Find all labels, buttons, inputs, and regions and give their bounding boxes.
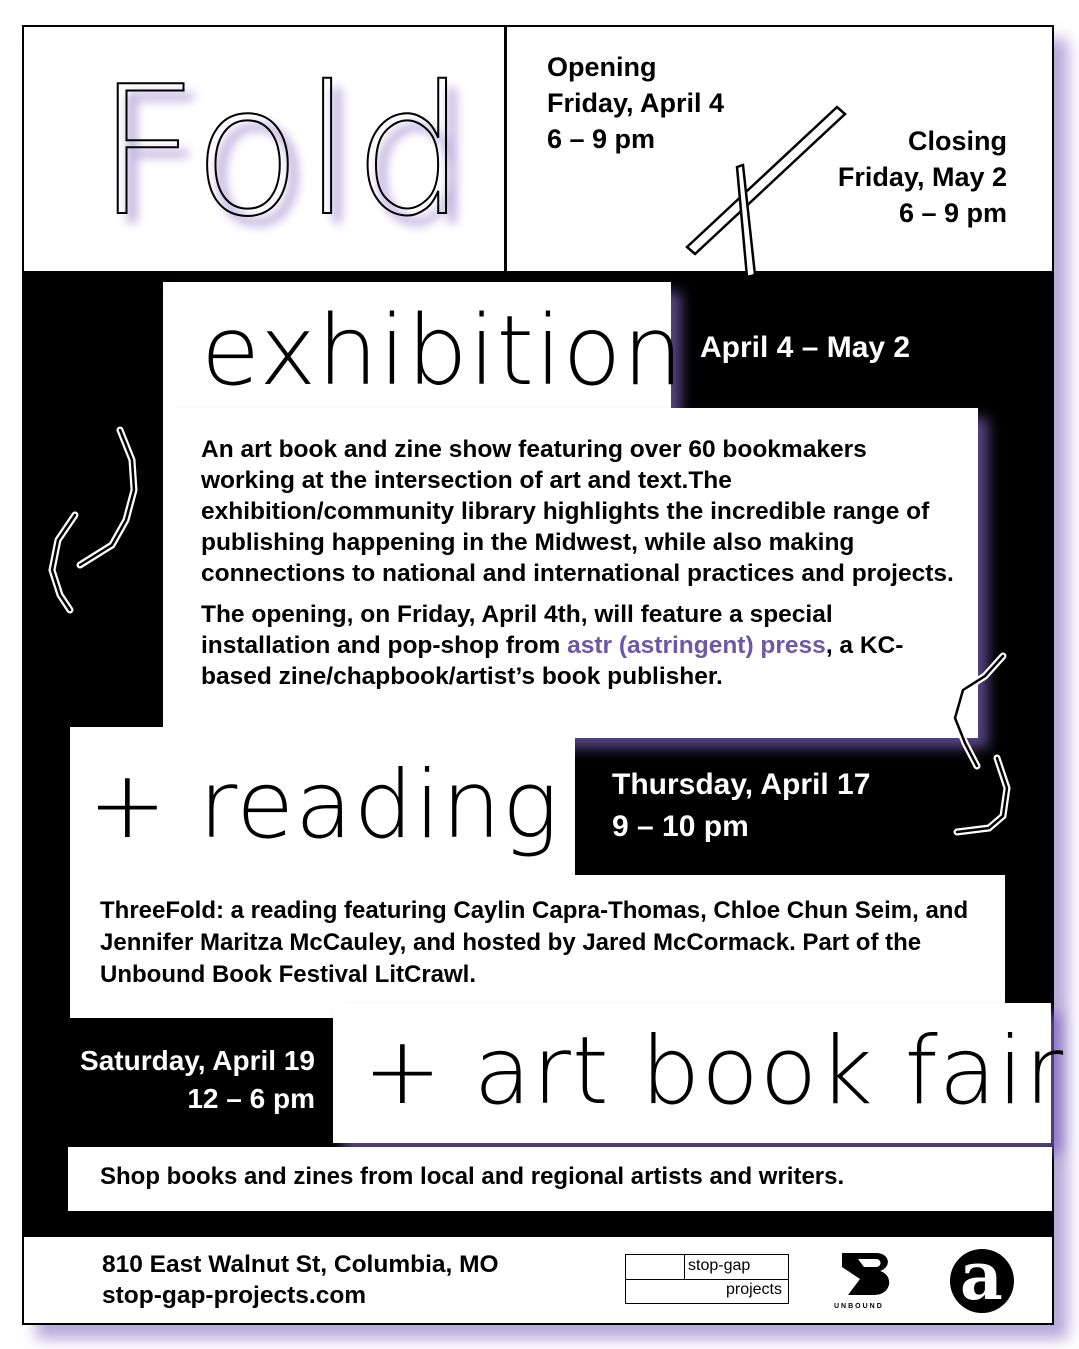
right-bracket-scribble-icon	[945, 648, 1035, 848]
stop-gap-logo	[625, 1254, 789, 1304]
closing-time: 6 – 9 pm	[898, 198, 1007, 228]
unbound-logo-icon	[836, 1249, 900, 1299]
a-logo-letter: a	[960, 1237, 1003, 1315]
left-bracket-scribble-icon	[40, 420, 150, 620]
website-link[interactable]: stop-gap-projects.com	[102, 1282, 367, 1309]
astr-press-link[interactable]: astr (astringent) press	[567, 632, 826, 659]
reading-time: 9 – 10 pm	[612, 810, 749, 843]
reading-datetime	[612, 764, 870, 848]
fair-date: Saturday, April 19	[80, 1045, 315, 1076]
reading-description-panel	[70, 875, 1005, 1018]
fair-heading: + art book fair	[363, 1017, 1065, 1126]
opening-time: 6 – 9 pm	[547, 124, 656, 154]
footer-contact	[102, 1249, 499, 1311]
fair-datetime	[40, 1042, 315, 1118]
unbound-logo-text: UNBOUND	[834, 1303, 884, 1310]
closing-label: Closing	[908, 126, 1007, 156]
fair-time: 12 – 6 pm	[187, 1083, 315, 1114]
closing-date: Friday, May 2	[837, 162, 1007, 192]
stop-gap-logo-line1: stop-gap	[688, 1257, 751, 1274]
fair-heading-panel	[333, 1003, 1065, 1143]
fair-description: Shop books and zines from local and regional artists and writers.	[100, 1163, 845, 1190]
reading-description: ThreeFold: a reading featuring Caylin Capra-Thomas, Chloe Chun Seim, and Jennifer Maritza McCauley, and hosted by Jared McCormack. Part of the Unbound Book Festival LitCrawl.	[100, 897, 969, 988]
fold-title: Fold	[96, 48, 468, 255]
opening-date: Friday, April 4	[547, 88, 725, 118]
opening-label: Opening	[547, 52, 657, 82]
dates-panel	[507, 27, 1052, 271]
exhibition-dates: April 4 – May 2	[700, 331, 911, 364]
exhibition-heading: exhibition	[201, 295, 685, 407]
fair-description-panel	[68, 1147, 1052, 1211]
footer	[24, 1237, 1052, 1323]
title-panel	[24, 27, 504, 271]
exhibition-paragraph-2	[201, 599, 958, 692]
exhibition-paragraph-1: An art book and zine show featuring over 60 bookmakers working at the intersection of art and text.The exhibition/community library highlights the incredible range of publishing happening in the Midwest, while also making connections to national and international practices and projects.	[201, 436, 954, 587]
reading-heading-panel	[70, 727, 575, 875]
a-logo	[950, 1237, 1014, 1315]
exhibition-paragraph-2-suffix: , a KC-based zine/chapbook/artist’s book publisher.	[201, 632, 904, 690]
stop-gap-logo-line2: projects	[725, 1281, 782, 1298]
address: 810 East Walnut St, Columbia, MO	[102, 1251, 499, 1278]
closing-block	[838, 123, 1007, 231]
exhibition-paragraph-2-prefix: The opening, on Friday, April 4th, will feature a special installation and pop-shop from	[201, 601, 833, 659]
exhibition-heading-panel	[163, 282, 685, 412]
exhibition-body-panel	[163, 408, 978, 738]
reading-date: Thursday, April 17	[612, 768, 871, 801]
reading-heading: + reading	[88, 751, 560, 860]
